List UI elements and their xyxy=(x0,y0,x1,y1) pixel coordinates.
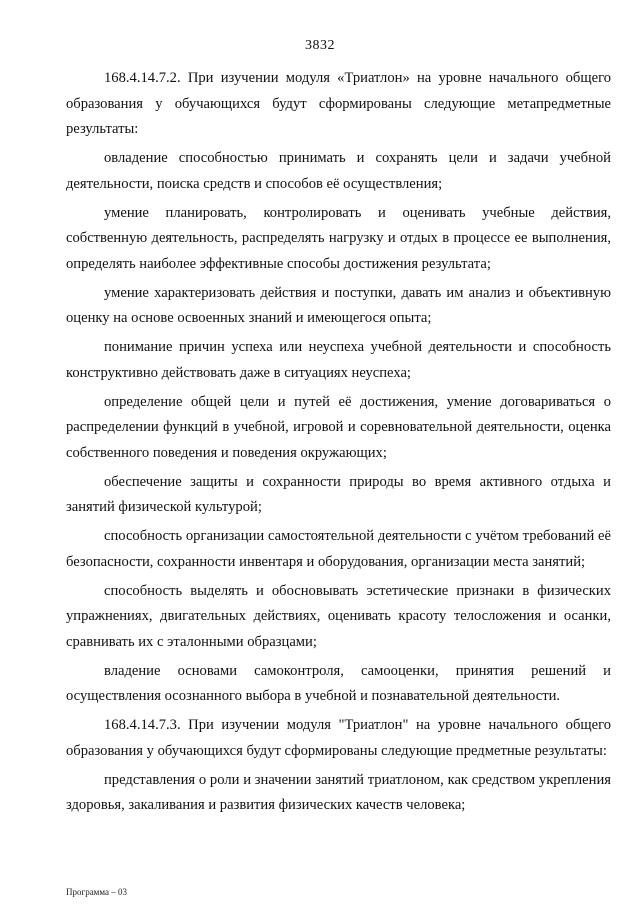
paragraph-characterize-actions: умение характеризовать действия и поступки, давать им анализ и объективную оценку на основе освоенных знаний и имеющегося опыта; xyxy=(66,284,611,326)
paragraph-planning: умение планировать, контролировать и оценивать учебные действия, собственную деятельность, распределять нагрузку и отдых в процессе ее выполнения, определять наиболее эффективные способы достижения результата; xyxy=(66,204,611,272)
paragraph-self-organization: способность организации самостоятельной деятельности с учётом требований её безопасности, сохранности инвентаря и оборудования, организации места занятий; xyxy=(66,528,611,570)
footer-label: Программа – 03 xyxy=(66,887,128,897)
page-number: 3832 xyxy=(305,38,335,53)
paragraph-subject-intro: 168.4.14.7.3. При изучении модуля "Триатлон" на уровне начального общего образования у обучающихся будут сформированы следующие предметные результаты: xyxy=(66,717,611,759)
paragraph-success-reasons: понимание причин успеха или неуспеха учебной деятельности и способность конструктивно действовать даже в ситуациях неуспеха; xyxy=(66,339,611,381)
paragraph-goal-acceptance: овладение способностью принимать и сохранять цели и задачи учебной деятельности, поиска средств и способов её осуществления; xyxy=(66,150,611,192)
paragraph-metasubject-intro: 168.4.14.7.2. При изучении модуля «Триатлон» на уровне начального общего образования у обучающихся будут сформированы следующие метапредметные результаты: xyxy=(66,70,611,137)
body-text xyxy=(66,66,611,822)
paragraph-common-goal: определение общей цели и путей её достижения, умение договариваться о распределении функций в учебной, игровой и соревновательной деятельности, оценка собственного поведения и поведения окружающих; xyxy=(66,393,611,461)
paragraph-self-control: владение основами самоконтроля, самооценки, принятия решений и осуществления осознанного выбора в учебной и познавательной деятельности. xyxy=(66,662,611,704)
paragraph-triathlon-role: представления о роли и значении занятий триатлоном, как средством укрепления здоровья, закаливания и развития физических качеств человека; xyxy=(66,771,611,813)
paragraph-nature-protection: обеспечение защиты и сохранности природы во время активного отдыха и занятий физической культурой; xyxy=(66,473,611,515)
paragraph-aesthetics: способность выделять и обосновывать эстетические признаки в физических упражнениях, двигательных действиях, оценивать красоту телосложения и осанки, сравнивать их с эталонными образцами; xyxy=(66,582,611,650)
